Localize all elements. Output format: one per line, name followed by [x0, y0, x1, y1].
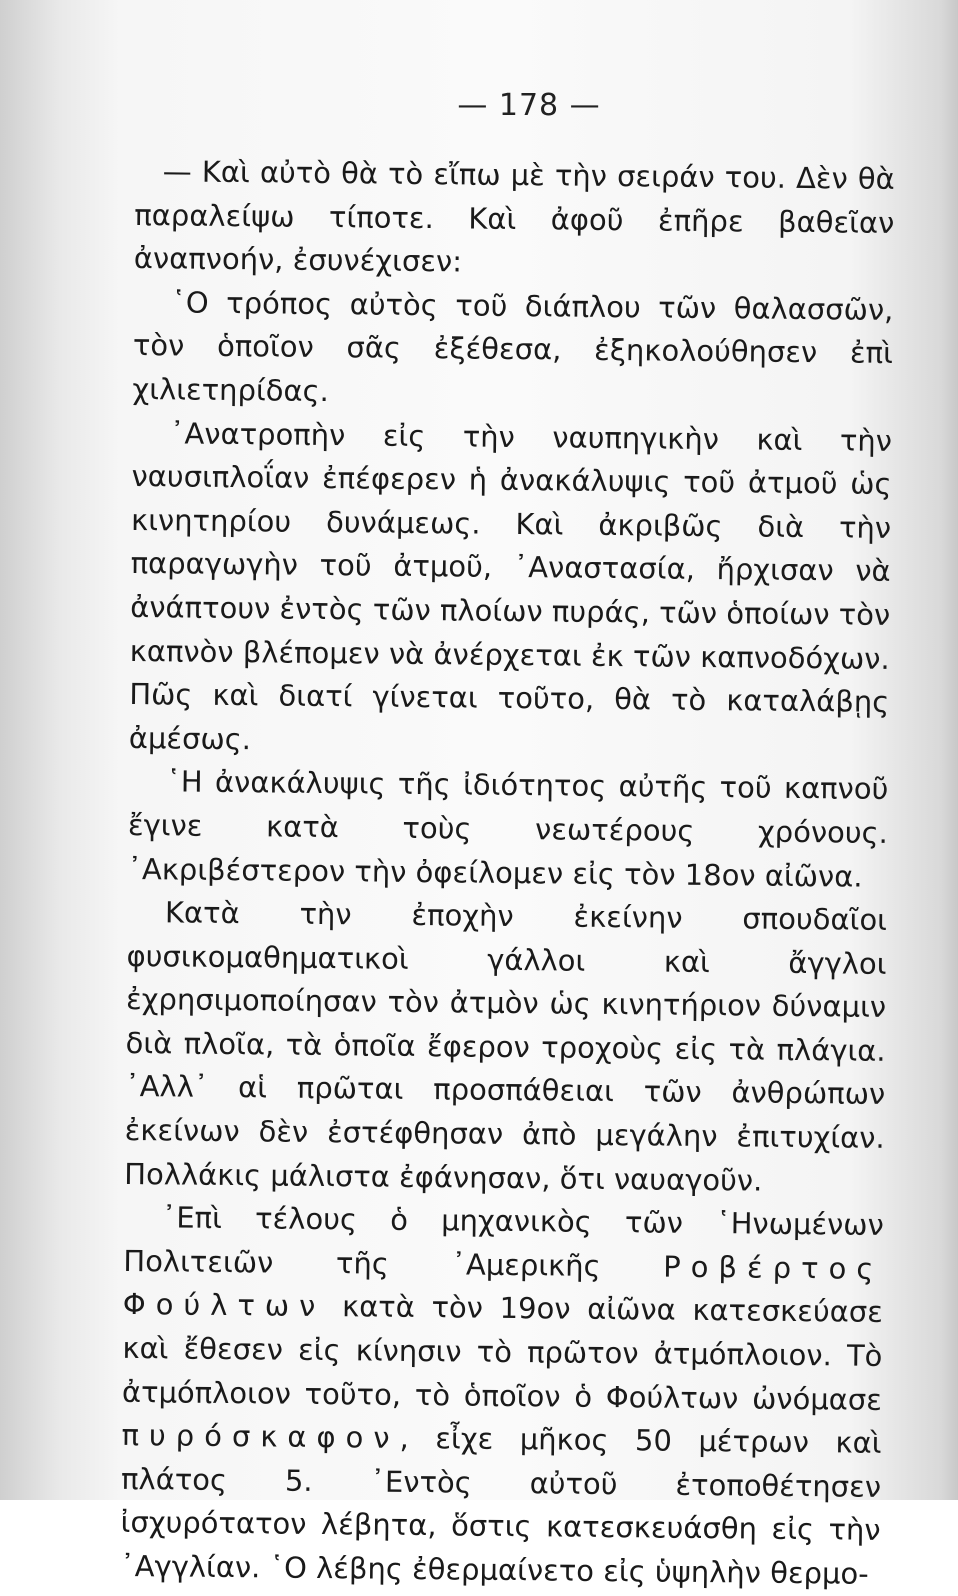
paragraph-2: ῾Ο τρόπος αὐτὸς τοῦ διάπλου τῶν θαλασσῶν, τὸν ὁποῖον σᾶς ἐξέθεσα, ἐξηκολούθησεν ἐπὶ χιλιετηρίδας. — [132, 285, 894, 409]
name-fulton: Ροβέρτος Φούλτων — [122, 1249, 884, 1324]
paragraph-6-part-3: , εἶχε μῆκος 50 μέτρων καὶ πλάτος 5. ᾿Εντὸς αὐτοῦ ἐτοποθέτησεν ἰσχυρότατον λέβητα, ὅστις κατεσκευάσθη εἰς τὴν ᾿Αγγλίαν. ῾Ο λέβης ἐθερμαίνετο εἰς ὑψηλὴν θερμο- — [119, 1421, 882, 1591]
paragraph-3: ᾿Ανατροπὴν εἰς τὴν ναυπηγικὴν καὶ τὴν ναυσιπλοΐαν ἐπέφερεν ἡ ἀνακάλυψις τοῦ ἀτμοῦ ὡς κινητηρίου δυνάμεως. Καὶ ἀκριβῶς διὰ τὴν παραγωγὴν τοῦ ἀτμοῦ, ᾿Αναστασία, ἤρχισαν νὰ ἀνάπτουν ἐντὸς τῶν πλοίων πυράς, τῶν ὁποίων τὸν καπνὸν βλέπομεν νὰ ἀνέρχεται ἐκ τῶν καπνοδόχων. Πῶς καὶ διατί γίνεται τοῦτο, θὰ τὸ καταλάβῃς ἀμέσως. — [128, 415, 893, 756]
paragraph-6 — [120, 1196, 884, 1596]
page-number: — 178 — — [457, 88, 601, 123]
body-text — [120, 150, 895, 1596]
paragraph-5: Κατὰ τὴν ἐποχὴν ἐκείνην σπουδαῖοι φυσικομαθηματικοὶ γάλλοι καὶ ἄγγλοι ἐχρησιμοποίησαν τὸν ἀτμὸν ὡς κινητήριον δύναμιν διὰ πλοῖα, τὰ ὁποῖα ἔφερον τροχοὺς εἰς τὰ πλάγια. ᾿Αλλ᾿ αἱ πρῶται προσπάθειαι τῶν ἀνθρώπων ἐκείνων δὲν ἐστέφθησαν ἀπὸ μεγάλην ἐπιτυχίαν. Πολλάκις μάλιστα ἐφάνησαν, ὅτι ναυαγοῦν. — [124, 895, 888, 1198]
term-pyroskafon: πυρόσκαφον — [121, 1418, 400, 1456]
paragraph-6-part-2: κατὰ τὸν 19ον αἰῶνα κατεσκεύασε καὶ ἔθεσεν εἰς κίνησιν τὸ πρῶτον ἀτμόπλοιον. Τὸ ἀτμόπλοιον τοῦτο, τὸ ὁποῖον ὁ Φούλτων ὠνόμασε — [121, 1289, 884, 1417]
paragraph-1: — Καὶ αὐτὸ θὰ τὸ εἴπω μὲ τὴν σειράν του. Δὲν θὰ παραλείψω τίποτε. Καὶ ἀφοῦ ἐπῆρε βαθεῖαν ἀναπνοήν, ἐσυνέχισεν: — [133, 154, 895, 279]
paragraph-4: ῾Η ἀνακάλυψις τῆς ἰδιότητος αὐτῆς τοῦ καπνοῦ ἔγινε κατὰ τοὺς νεωτέρους χρόνους. ᾿Ακριβέστερον τὴν ὀφείλομεν εἰς τὸν 18ον αἰῶνα. — [127, 764, 889, 894]
paragraph-6-part-1: ᾿Επὶ τέλους ὁ μηχανικὸς τῶν ῾Ηνωμένων Πολιτειῶν τῆς ᾿Αμερικῆς — [123, 1200, 884, 1284]
